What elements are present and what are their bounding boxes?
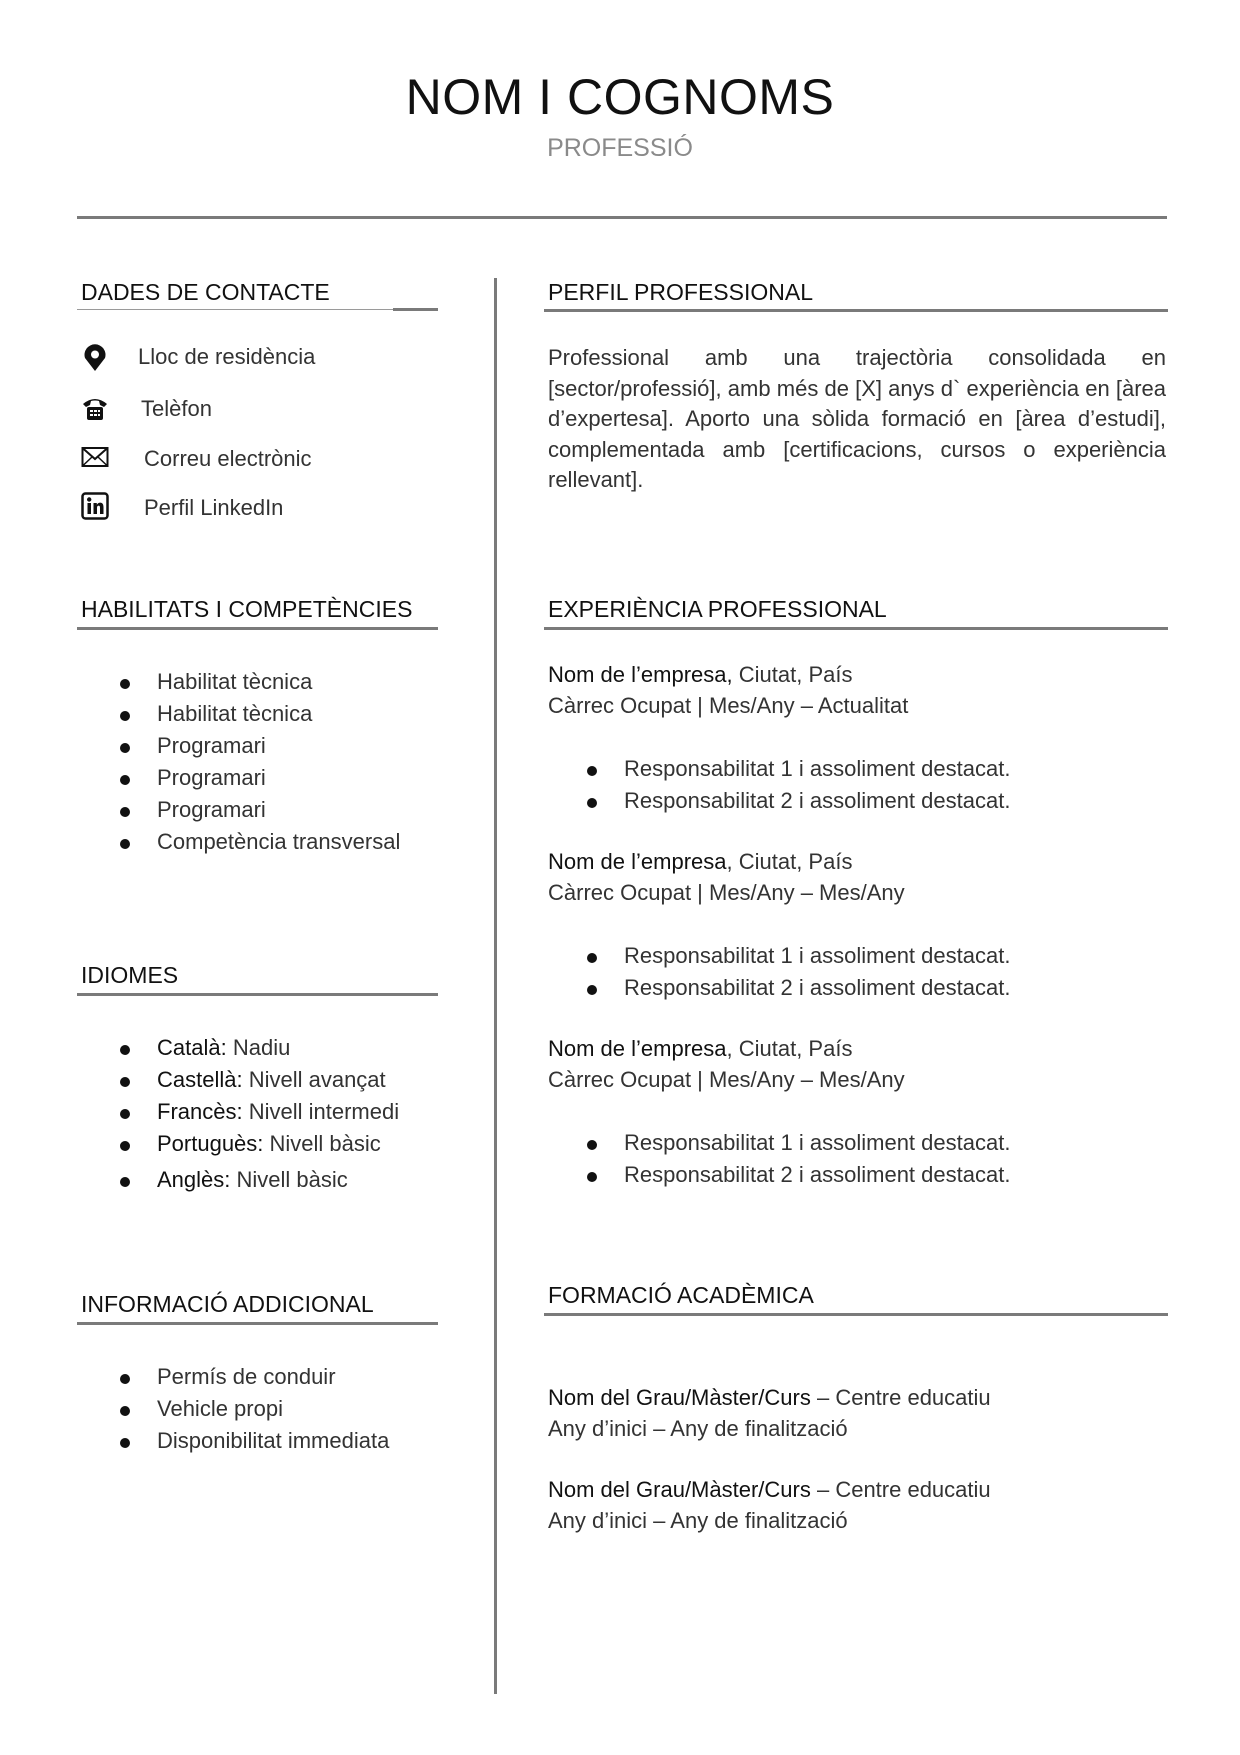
duty-bullet xyxy=(587,798,597,808)
job-location: Ciutat, País xyxy=(732,662,853,687)
additional-item: Vehicle propi xyxy=(157,1396,283,1421)
languages-title: IDIOMES xyxy=(81,962,179,988)
duty-bullet xyxy=(587,1172,597,1182)
languages-bullet xyxy=(120,1045,130,1055)
job-header xyxy=(548,662,852,688)
language-name: Portuguès: xyxy=(157,1131,264,1156)
additional-bullet xyxy=(120,1438,130,1448)
duty-bullet xyxy=(587,953,597,963)
education-centre: – Centre educatiu xyxy=(810,1477,991,1502)
languages-bullet xyxy=(120,1077,130,1087)
contact-phone: Telèfon xyxy=(141,396,212,421)
language-name: Anglès: xyxy=(157,1167,231,1192)
languages-bullet xyxy=(120,1141,130,1151)
skill-item: Programari xyxy=(157,733,266,758)
job-duty: Responsabilitat 1 i assoliment destacat. xyxy=(624,1130,1011,1155)
language-level: Nivell bàsic xyxy=(230,1167,348,1192)
language-level: Nadiu xyxy=(226,1035,291,1060)
job-company: Nom de l’empresa xyxy=(548,1036,727,1061)
duty-bullet xyxy=(587,766,597,776)
profile-title: PERFIL PROFESSIONAL xyxy=(548,279,813,305)
language-level: Nivell intermedi xyxy=(242,1099,400,1124)
job-header xyxy=(548,849,852,875)
skills-bullet xyxy=(120,839,130,849)
language-name: Català: xyxy=(157,1035,227,1060)
additional-item: Permís de conduir xyxy=(157,1364,336,1389)
skills-rule xyxy=(77,627,438,630)
languages-bullet xyxy=(120,1109,130,1119)
skill-item: Programari xyxy=(157,765,266,790)
job-location: , Ciutat, País xyxy=(726,1036,853,1061)
experience-rule xyxy=(544,627,1168,630)
job-location: , Ciutat, País xyxy=(726,849,853,874)
skills-bullet xyxy=(120,743,130,753)
linkedin-icon xyxy=(81,492,109,520)
phone-icon xyxy=(81,394,109,422)
experience-title: EXPERIÈNCIA PROFESSIONAL xyxy=(548,596,887,622)
skill-item: Habilitat tècnica xyxy=(157,701,313,726)
contact-email: Correu electrònic xyxy=(144,446,312,471)
header-divider xyxy=(77,216,1167,219)
languages-rule xyxy=(77,993,438,996)
additional-item: Disponibilitat immediata xyxy=(157,1428,390,1453)
education-degree: Nom del Grau/Màster/Curs xyxy=(548,1385,811,1410)
job-duty: Responsabilitat 2 i assoliment destacat. xyxy=(624,975,1011,1000)
education-header xyxy=(548,1385,991,1411)
skills-bullet xyxy=(120,775,130,785)
profile-summary: Professional amb una trajectòria consolidada en [sector/professió], amb més de [X] anys d` experiència en [àrea d’expertesa]. Aporto una sòlida formació en [àrea d’estudi], complementada amb [certificacions, cursos o experiència rellevant]. xyxy=(548,345,1166,492)
education-header xyxy=(548,1477,991,1503)
location-pin-icon xyxy=(81,344,109,372)
language-item xyxy=(157,1035,290,1061)
job-company: Nom de l’empresa xyxy=(548,849,727,874)
job-duty: Responsabilitat 1 i assoliment destacat. xyxy=(624,756,1011,781)
additional-title: INFORMACIÓ ADDICIONAL xyxy=(81,1291,374,1317)
language-name: Francès: xyxy=(157,1099,243,1124)
job-role: Càrrec Ocupat | Mes/Any – Mes/Any xyxy=(548,880,905,905)
education-degree: Nom del Grau/Màster/Curs xyxy=(548,1477,811,1502)
language-item xyxy=(157,1099,399,1125)
contact-linkedin: Perfil LinkedIn xyxy=(144,495,284,520)
skills-bullet xyxy=(120,711,130,721)
language-level: Nivell avançat xyxy=(242,1067,386,1092)
contact-rule-accent xyxy=(393,308,438,311)
additional-bullet xyxy=(120,1406,130,1416)
skills-bullet xyxy=(120,679,130,689)
envelope-icon xyxy=(81,443,109,471)
job-duty: Responsabilitat 2 i assoliment destacat. xyxy=(624,788,1011,813)
column-divider xyxy=(494,278,497,1694)
job-role: Càrrec Ocupat | Mes/Any – Actualitat xyxy=(548,693,909,718)
language-item xyxy=(157,1131,381,1157)
duty-bullet xyxy=(587,985,597,995)
skills-title: HABILITATS I COMPETÈNCIES xyxy=(81,596,413,622)
skill-item: Habilitat tècnica xyxy=(157,669,313,694)
skill-item: Competència transversal xyxy=(157,829,401,854)
additional-bullet xyxy=(120,1374,130,1384)
skill-item: Programari xyxy=(157,797,266,822)
language-level: Nivell bàsic xyxy=(263,1131,381,1156)
education-years: Any d’inici – Any de finalització xyxy=(548,1416,848,1441)
job-role: Càrrec Ocupat | Mes/Any – Mes/Any xyxy=(548,1067,905,1092)
job-header xyxy=(548,1036,852,1062)
profile-rule xyxy=(544,309,1168,312)
contact-rule-thin xyxy=(77,309,393,310)
education-rule xyxy=(544,1313,1168,1316)
duty-bullet xyxy=(587,1140,597,1150)
job-duty: Responsabilitat 2 i assoliment destacat. xyxy=(624,1162,1011,1187)
full-name: NOM I COGNOMS xyxy=(405,69,835,125)
language-name: Castellà: xyxy=(157,1067,243,1092)
language-item xyxy=(157,1167,348,1193)
education-title: FORMACIÓ ACADÈMICA xyxy=(548,1282,814,1308)
language-item xyxy=(157,1067,386,1093)
job-duty: Responsabilitat 1 i assoliment destacat. xyxy=(624,943,1011,968)
skills-bullet xyxy=(120,807,130,817)
languages-bullet xyxy=(120,1177,130,1187)
contact-title: DADES DE CONTACTE xyxy=(81,279,330,305)
profession: PROFESSIÓ xyxy=(547,134,693,162)
additional-rule xyxy=(77,1322,438,1325)
contact-location: Lloc de residència xyxy=(138,344,316,369)
education-years: Any d’inici – Any de finalització xyxy=(548,1508,848,1533)
job-company: Nom de l’empresa, xyxy=(548,662,733,687)
education-centre: – Centre educatiu xyxy=(810,1385,991,1410)
